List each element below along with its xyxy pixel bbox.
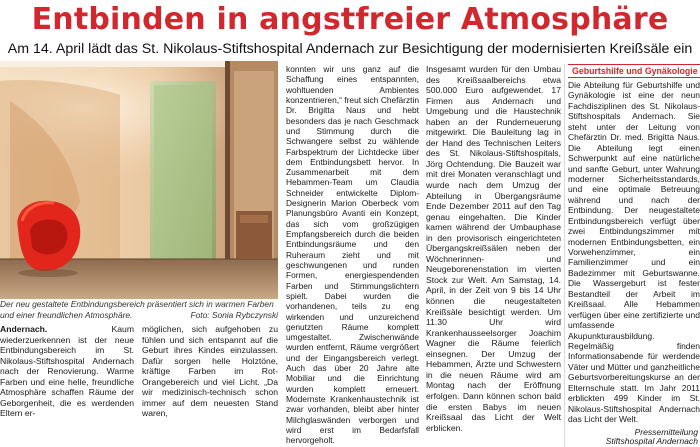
sidebar-column: [568, 80, 700, 424]
delivery-room-photo: [0, 61, 278, 299]
photo-caption: [0, 299, 278, 320]
article-text-1a: Kaum wiederzuerkennen ist der neue Entbindungsbereich im St. Nikolaus-Stiftshospital Andernach nach der Renovierung. Warme Farben und eine helle, freundliche Atmosphäre schaffen Räume der Geborgenheit, die es werdenden Eltern er-: [0, 324, 134, 419]
article-text-2: konnten wir uns ganz auf die Schaffung eines entspannten, wohltuenden Ambientes konzentrieren,“ freut sich Chefärztin Dr. Brigitta Naus und hebt besonders das je nach Geschmack und Stimmung durch die Schwangere selbst zu wählende Farbspektrum der Lichtdecke über dem Entbindungsbett hervor. In Zusammenarbeit mit dem Hebammen-Team um Claudia Schneider entwickelte Diplom-Designerin Marion Oberbeck vom Planungsbüro Avanti ein Konzept, das sich vom großzügigen Empfangsbereich durch die beiden Entbindungsräume und den Ruheraum zieht und mit geschwungenen und runden Formen, energiespendenden Farben und Stimmungslichtern spielt. Dabei wurden die vorhandenen, teils zu eng wirkenden und unzureichend genutzten Räume komplett umgestaltet. Zwischenwände wurden entfernt, Räume vergrößert und der Eingangsbereich verlegt. Auch das über 20 Jahre alte Mobiliar und die Einrichtung wurden komplett erneuert. Modernste Krankenhaustechnik ist zwar vorhanden, bleibt aber hinter Milchglaswänden verborgen und wird erst im Bedarfsfall hervorgeholt.: [286, 64, 419, 446]
article-column-1a: [0, 324, 134, 419]
sidebar-text: Die Abteilung für Geburtshilfe und Gynäkologie ist eine der neun Fachdisziplinen des St. Nikolaus-Stiftshospitals Andernach. Sie steht unter der Leitung von Chefärztin Dr. med. Brigitta Naus. Die Abteilung legt einen Schwerpunkt auf eine natürliche und sanfte Geburt, unter Wahrung moderner Sicherheitsstandards, und eine optimale Betreuung während und nach der Entbindung. Der neugestaltete Entbindungsbereich verfügt über zwei Entbindungszimmer mit modernen Entbindungsbetten, ein Vorwehenzimmer, ein Familienzimmer und ein Badezimmer mit Geburtswanne. Die Wassergeburt ist fester Bestandteil der Arbeit im Kreißsaal. Alle Hebammen verfügen über eine zertifizierte und umfassende Akupunkturausbildung. Regelmäßig finden Informationsabende für werdende Väter und Mütter und ganzheitliche Geburtsvorbereitungskurse an der Elternschule statt. Im Jahr 2011 erblickten 499 Kinder im St. Nikolaus-Stiftshospital Andernach das Licht der Welt.: [568, 80, 700, 424]
article-column-2: [286, 64, 419, 446]
signature: [606, 428, 698, 446]
signature-press-release: Pressemitteilung: [634, 427, 698, 437]
article-text-3: Insgesamt wurden für den Umbau des Kreißsaalbereichs etwa 500.000 Euro aufgewendet. 17 Firmen aus Andernach und Umgebung und die Haustechnik haben an der Runderneuerung mitgewirkt. Die Bauleitung lag in der Hand des Technischen Leiters des St. Nikolaus-Stiftshospitals, Jörg Ochtendung. Die Bauzeit war mit drei Monaten veranschlagt und wurde nach dem Umzug der Abteilung in Übergangsräume Ende Dezember 2011 auf den Tag genau eingehalten. Die Kinder kamen während der Umbauphase in den provisorisch eingerichteten Übergangskreißsälen neben der Wöchnerinnen- und Neugeborenenstation im vierten Stock zur Welt. Am Samstag, 14. April, in der Zeit von 9 bis 14 Uhr können die neugestalteten Kreißsäle besichtigt werden. Um 11.30 Uhr wird Krankenhausseelsorger Joachim Wagner die Räume feierlich einsegnen. Der Umzug der Hebammen, Ärzte und Schwestern in die neuen Räume wird am Montag nach der Eröffnung erfolgen. Dann können schon bald die ersten Babys im neuen Kreißsaal das Licht der Welt erblicken.: [426, 64, 561, 433]
headline: Entbinden in angstfreier Atmosphäre: [31, 2, 669, 37]
article-column-3: [426, 64, 561, 433]
signature-hospital: Stiftshospital Andernach: [605, 436, 698, 446]
sidebar-heading: Geburtshilfe und Gynäkologie: [568, 64, 700, 78]
article-text-1b: möglichen, sich aufgehoben zu fühlen und sich entspannt auf die Geburt ihres Kindes einzulassen. Dafür sorgen helle Holztöne, kräftige Farben im Rot-Orangebereich und viel Licht. „Da wir medizinisch-technisch schon immer auf dem neuesten Stand waren,: [142, 324, 278, 419]
subheadline: Am 14. April lädt das St. Nikolaus-Stiftshospital Andernach zur Besichtigung der modernisierten Kreißsäle ein: [7, 41, 693, 57]
article-column-1b: [142, 324, 278, 419]
sidebar-divider: [564, 64, 565, 447]
caption-text: Der neu gestaltete Entbindungsbereich präsentiert sich in warmen Farben und einer freundlichen Atmosphäre.: [0, 299, 274, 320]
dateline: Andernach.: [0, 324, 48, 334]
photo-credit: Foto: Sonia Rybczynski: [190, 309, 278, 320]
